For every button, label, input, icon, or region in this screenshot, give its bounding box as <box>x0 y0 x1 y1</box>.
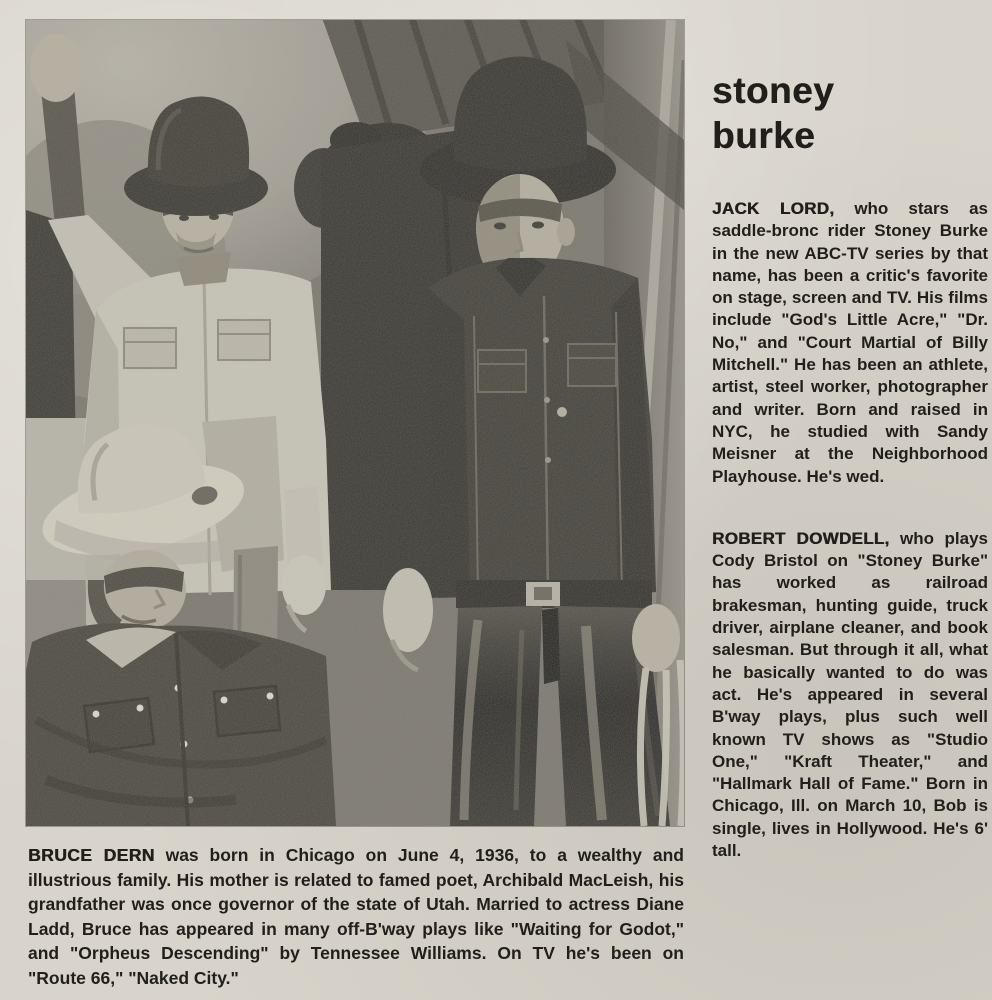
photo-illustration <box>26 20 684 826</box>
photo-caption-lead: BRUCE DERN <box>28 845 155 865</box>
page-title-line2: burke <box>712 115 816 156</box>
article-jack-lord-body: who stars as saddle-bronc rider Stoney Burke in the new ABC-TV series by that name, has been a critic's favorite on stage, screen and TV. His films include "God's Little Acre," "Dr. No," and "Court Martial of Billy Mitchell." He has been an athlete, artist, steel worker, photographer and writer. Born and raised in NYC, he studied with Sandy Meisner at the Neighborhood Playhouse. He's wed. <box>712 199 988 486</box>
article-jack-lord-lead: JACK LORD, <box>712 199 835 218</box>
photo-scene <box>26 20 684 826</box>
right-column <box>712 68 988 902</box>
article-robert-dowdell-lead: ROBERT DOWDELL, <box>712 528 890 548</box>
page-title <box>712 68 988 158</box>
article-jack-lord <box>712 198 988 488</box>
page-title-line1: stoney <box>712 70 835 111</box>
article-robert-dowdell-body: who plays Cody Bristol on "Stoney Burke" has worked as railroad brakesman, hunting guide, truck driver, airplane cleaner, and book salesman. But through it all, what he basically wanted to do was act. He's appeared in several B'way plays, plus such well known TV shows as "Studio One," "Kraft Theater," and "Hallmark Hall of Fame." Born in Chicago, Ill. on March 10, Bob is single, lives in Hollywood. He's 6' tall. <box>712 528 988 861</box>
photo-caption-body: was born in Chicago on June 4, 1936, to a wealthy and illustrious family. His mother is related to famed poet, Archibald MacLeish, his grandfather was once governor of the state of Utah. Married to actress Diane Ladd, Bruce has appeared in many off-B'way plays like "Waiting for Godot," and "Orpheus Descending" by Tennessee Williams. On TV he's been on "Route 66," "Naked City." <box>28 845 684 988</box>
photo-caption <box>28 843 684 990</box>
article-robert-dowdell <box>712 528 988 862</box>
